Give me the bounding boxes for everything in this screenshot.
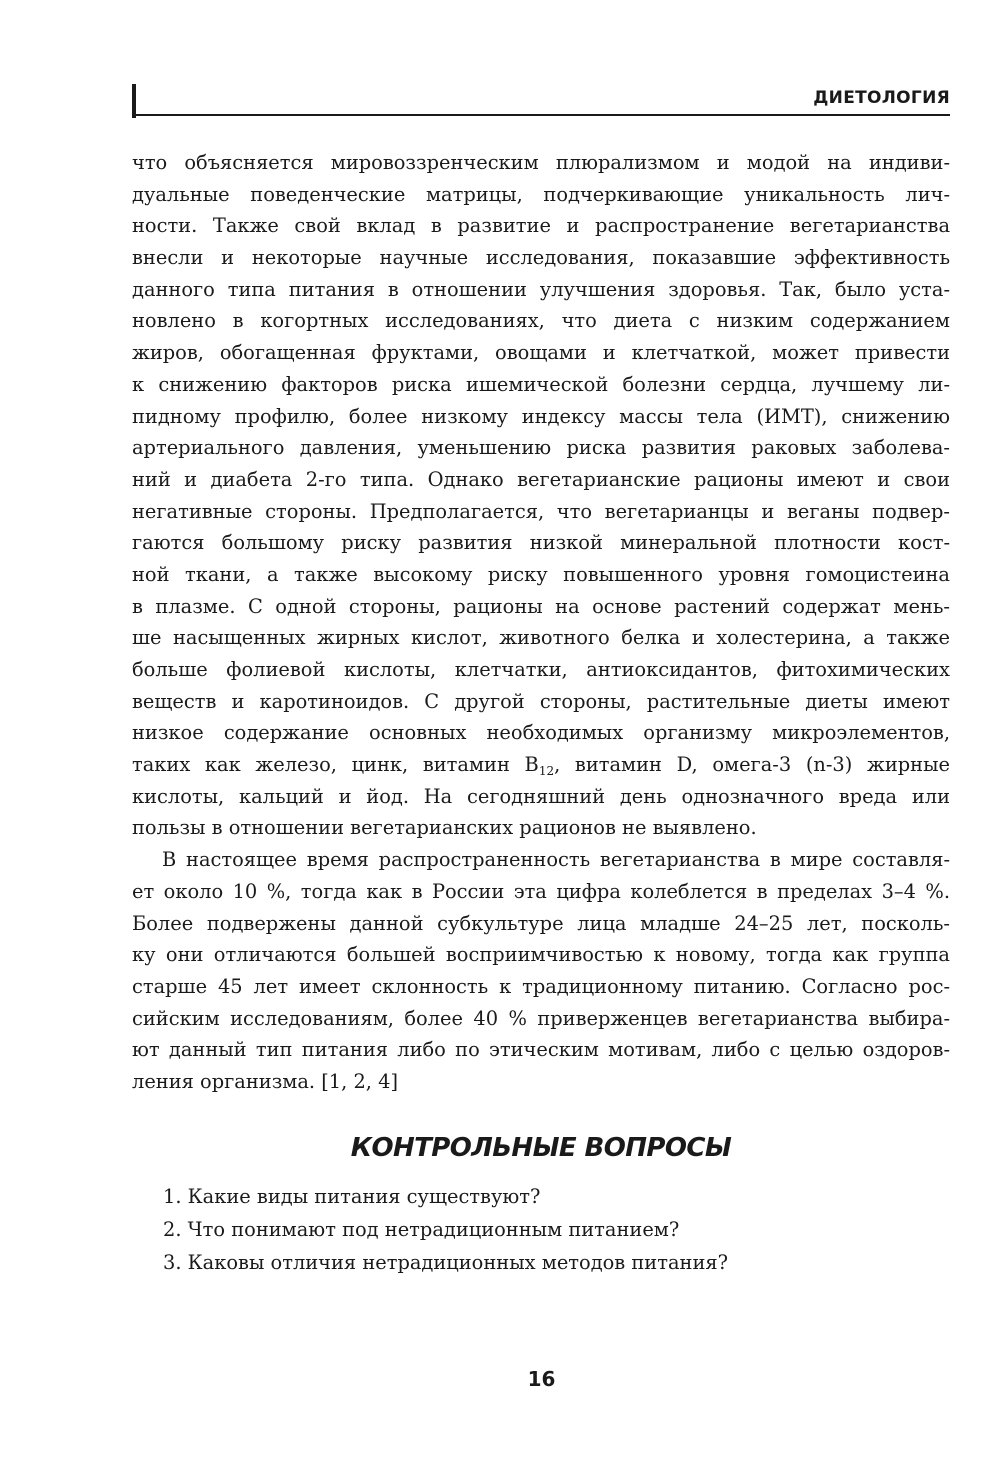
question-item: 2. Что понимают под нетрадиционным питанием? bbox=[163, 1218, 680, 1241]
running-header bbox=[132, 84, 950, 118]
text-line: артериального давления, уменьшению риска развития раковых заболева- bbox=[132, 436, 950, 460]
review-questions-list bbox=[163, 1180, 953, 1279]
text-line: ку они отличаются большей восприимчивостью к новому, тогда как группа bbox=[132, 943, 950, 967]
text-line: новлено в когортных исследованиях, что диета с низким содержанием bbox=[132, 309, 950, 333]
text-line: низкое содержание основных необходимых организму микроэлементов, bbox=[132, 721, 950, 745]
text-line: что объясняется мировоззренческим плюрализмом и модой на индиви- bbox=[132, 151, 950, 174]
page-number: 16 bbox=[527, 1367, 556, 1391]
text-line: ет около 10 %, тогда как в России эта цифра колеблется в пределах 3–4 %. bbox=[132, 879, 950, 903]
text-line: больше фолиевой кислоты, клетчатки, антиоксидантов, фитохимических bbox=[132, 658, 950, 681]
text-line: ют данный тип питания либо по этическим мотивам, либо с целью оздоров- bbox=[132, 1038, 950, 1062]
header-title: ДИЕТОЛОГИЯ bbox=[813, 88, 950, 108]
text-line: ности. Также свой вклад в развитие и распространение вегетарианства bbox=[132, 214, 950, 238]
text-line: Более подвержены данной субкультуре лица младше 24–25 лет, посколь- bbox=[132, 911, 950, 935]
text-line: негативные стороны. Предполагается, что вегетарианцы и веганы подвер- bbox=[132, 499, 950, 523]
subscript: 12 bbox=[538, 764, 555, 779]
text-line: кислоты, кальций и йод. На сегодняшний день однозначного вреда или bbox=[132, 784, 950, 808]
question-item: 1. Какие виды питания существуют? bbox=[163, 1185, 541, 1208]
text-line: веществ и каротиноидов. С другой стороны, растительные диеты имеют bbox=[132, 689, 950, 713]
text-line: ления организма. [1, 2, 4] bbox=[132, 1069, 399, 1093]
text-fragment: таких как железо, цинк, витамин В bbox=[132, 753, 539, 777]
paragraph-2 bbox=[132, 844, 950, 1098]
text-line: пользы в отношении вегетарианских рационов не выявлено. bbox=[132, 816, 757, 840]
text-fragment: , витамин D, омега-3 (n-3) жирные bbox=[554, 753, 950, 777]
text-line: в плазме. С одной стороны, рационы на основе растений содержат мень- bbox=[132, 594, 950, 618]
header-rule bbox=[132, 114, 950, 116]
text-line: старше 45 лет имеет склонность к традиционному питанию. Согласно рос- bbox=[132, 974, 950, 998]
text-line: ше насыщенных жирных кислот, животного белка и холестерина, а также bbox=[132, 626, 950, 650]
section-heading: КОНТРОЛЬНЫЕ ВОПРОСЫ bbox=[350, 1133, 732, 1163]
text-line: гаются большому риску развития низкой минеральной плотности кост- bbox=[132, 531, 950, 555]
text-line: внесли и некоторые научные исследования, показавшие эффективность bbox=[132, 246, 950, 270]
text-line: ной ткани, а также высокому риску повышенного уровня гомоцистеина bbox=[132, 562, 950, 586]
text-line-b12 bbox=[132, 749, 950, 781]
text-line: ний и диабета 2-го типа. Однако вегетарианские рационы имеют и свои bbox=[132, 467, 950, 491]
header-corner-mark bbox=[132, 84, 136, 118]
text-line: дуальные поведенческие матрицы, подчеркивающие уникальность лич- bbox=[132, 182, 950, 206]
text-line: пидному профилю, более низкому индексу массы тела (ИМТ), снижению bbox=[132, 404, 950, 428]
text-line: к снижению факторов риска ишемической болезни сердца, лучшему ли- bbox=[132, 372, 950, 396]
text-line: В настоящее время распространенность вегетарианства в мире составля- bbox=[162, 848, 950, 872]
text-line: сийским исследованиям, более 40 % приверженцев вегетарианства выбира- bbox=[132, 1006, 950, 1030]
text-line: жиров, обогащенная фруктами, овощами и клетчаткой, может привести bbox=[132, 341, 950, 365]
body-text bbox=[132, 147, 950, 1098]
paragraph-1 bbox=[132, 147, 950, 749]
paragraph-1-tail bbox=[132, 781, 950, 844]
text-line: данного типа питания в отношении улучшения здоровья. Так, было уста- bbox=[132, 277, 950, 301]
question-item: 3. Каковы отличия нетрадиционных методов питания? bbox=[163, 1251, 728, 1274]
